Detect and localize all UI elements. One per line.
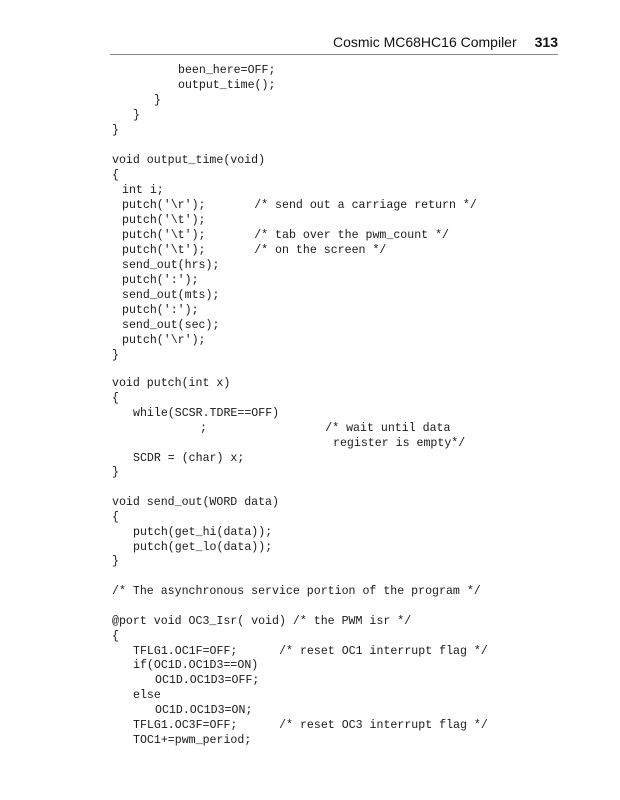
code-line: TFLG1.OC3F=OFF; /* reset OC3 interrupt flag */ [133, 719, 488, 732]
code-line: } [112, 555, 119, 568]
code-line: @port void OC3_Isr( void) /* the PWM isr */ [112, 615, 412, 628]
code-line: register is empty*/ [333, 437, 466, 450]
code-line: { [112, 169, 119, 182]
page-number: 313 [534, 34, 558, 50]
code-line: { [112, 630, 119, 643]
code-line: { [112, 511, 119, 524]
running-head-title: Cosmic MC68HC16 Compiler [333, 34, 517, 50]
code-line: } [133, 109, 140, 122]
header-rule [110, 54, 558, 55]
code-line: putch(get_lo(data)); [133, 541, 273, 554]
code-line: OC1D.OC1D3=OFF; [155, 674, 260, 687]
code-line: putch('\t'); [122, 214, 206, 227]
code-line: output_time(); [178, 79, 276, 92]
code-line: putch('\t'); /* tab over the pwm_count */ [122, 229, 449, 242]
code-line: send_out(sec); [122, 319, 220, 332]
code-line: SCDR = (char) x; [133, 452, 245, 465]
code-line: putch(get_hi(data)); [133, 526, 273, 539]
code-line: void send_out(WORD data) [112, 496, 279, 509]
code-line: void putch(int x) [112, 377, 231, 390]
code-line: TOC1+=pwm_period; [133, 734, 252, 747]
code-line: /* The asynchronous service portion of the program */ [112, 585, 481, 598]
code-line: ; /* wait until data [200, 422, 451, 435]
code-line: while(SCSR.TDRE==OFF) [133, 407, 280, 420]
code-line: } [112, 466, 119, 479]
code-line: } [112, 349, 119, 362]
code-line: else [133, 689, 161, 702]
code-line: int i; [122, 184, 164, 197]
code-line: } [154, 94, 161, 107]
code-line: putch(':'); [122, 304, 199, 317]
running-head [333, 34, 558, 50]
code-line: putch('\r'); [122, 334, 206, 347]
code-line: { [112, 392, 119, 405]
code-line: send_out(mts); [122, 289, 220, 302]
code-line: if(OC1D.OC1D3==ON) [133, 659, 259, 672]
code-line: } [112, 124, 119, 137]
code-line: been_here=OFF; [178, 64, 276, 77]
code-line: putch('\r'); /* send out a carriage return */ [122, 199, 477, 212]
code-line: TFLG1.OC1F=OFF; /* reset OC1 interrupt flag */ [133, 645, 488, 658]
code-line: putch('\t'); /* on the screen */ [122, 244, 387, 257]
code-line: putch(':'); [122, 274, 199, 287]
code-line: send_out(hrs); [122, 259, 220, 272]
code-line: OC1D.OC1D3=ON; [155, 704, 253, 717]
code-line: void output_time(void) [112, 154, 266, 167]
